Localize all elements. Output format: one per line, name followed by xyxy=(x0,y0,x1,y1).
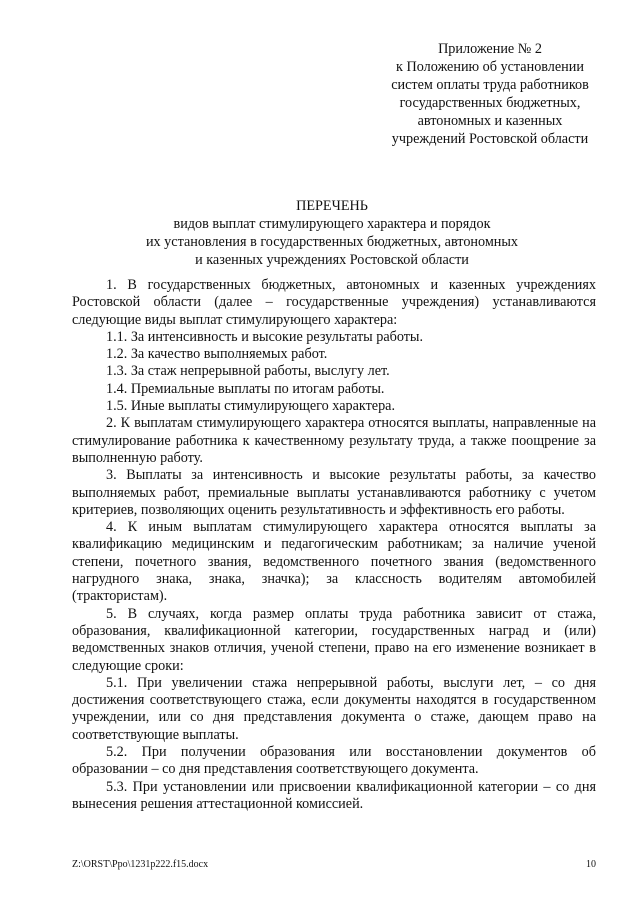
paragraph: 1.4. Премиальные выплаты по итогам работы. xyxy=(106,380,385,397)
appendix-line: государственных бюджетных, xyxy=(399,95,581,111)
appendix-line: учреждений Ростовской области xyxy=(391,131,589,147)
paragraph: 5.2. При получении образования или восстановлении документов об образовании – со дня представления соответствующего документа. xyxy=(72,744,596,778)
title-line: видов выплат стимулирующего характера и порядок xyxy=(173,216,491,232)
appendix-line: автономных и казенных xyxy=(417,113,563,129)
page-number: 10 xyxy=(586,859,596,870)
document-title xyxy=(72,197,592,269)
paragraph: 1. В государственных бюджетных, автономных и казенных учреждениях Ростовской области (далее – государственные учреждения) устанавливаются следующие виды выплат стимулирующего характера: xyxy=(72,277,596,328)
appendix-line: к Положению об установлении xyxy=(396,59,584,75)
file-path: Z:\ORST\Ppo\1231p222.f15.docx xyxy=(72,859,209,870)
document-body xyxy=(72,277,596,813)
paragraph: 2. К выплатам стимулирующего характера относятся выплаты, направленные на стимулирование работника к качественному результату труда, а также поощрение за выполненную работу. xyxy=(72,415,596,466)
title-heading: ПЕРЕЧЕНЬ xyxy=(296,198,368,214)
paragraph: 4. К иным выплатам стимулирующего характера относятся выплаты за квалификацию медицинским и педагогическим работникам; за наличие ученой степени, почетного звания, ведомственного почетного звания (ведомственного нагрудного знака, знака, значка); за классность водителям автомобилей (трактористам). xyxy=(72,519,596,605)
appendix-line: Приложение № 2 xyxy=(438,41,542,57)
paragraph: 1.1. За интенсивность и высокие результаты работы. xyxy=(106,328,424,345)
paragraph: 5. В случаях, когда размер оплаты труда работника зависит от стажа, образования, квалификационной категории, государственных наград и (или) ведомственных знаков отличия, ученой степени, право на его изменение возникает в следующие сроки: xyxy=(72,605,596,674)
title-line: их установления в государственных бюджетных, автономных xyxy=(145,234,519,250)
appendix-line: систем оплаты труда работников xyxy=(391,77,589,93)
paragraph: 5.1. При увеличении стажа непрерывной работы, выслуги лет, – со дня достижения соответствующего стажа, если документы находятся в государственном учреждении, или со дня представления документа о стаже, дающем право на соответствующие выплаты. xyxy=(72,674,596,743)
title-line: и казенных учреждениях Ростовской области xyxy=(195,252,469,268)
paragraph: 3. Выплаты за интенсивность и высокие результаты работы, за качество выполняемых работ, премиальные выплаты устанавливаются работнику с учетом критериев, позволяющих оценить результативность и эффективность его работы. xyxy=(72,467,596,518)
appendix-header xyxy=(370,40,610,148)
paragraph: 1.3. За стаж непрерывной работы, выслугу лет. xyxy=(106,363,390,380)
paragraph: 1.2. За качество выполняемых работ. xyxy=(106,346,328,363)
paragraph: 5.3. При установлении или присвоении квалификационной категории – со дня вынесения решения аттестационной комиссией. xyxy=(72,778,596,812)
paragraph: 1.5. Иные выплаты стимулирующего характера. xyxy=(106,398,396,415)
